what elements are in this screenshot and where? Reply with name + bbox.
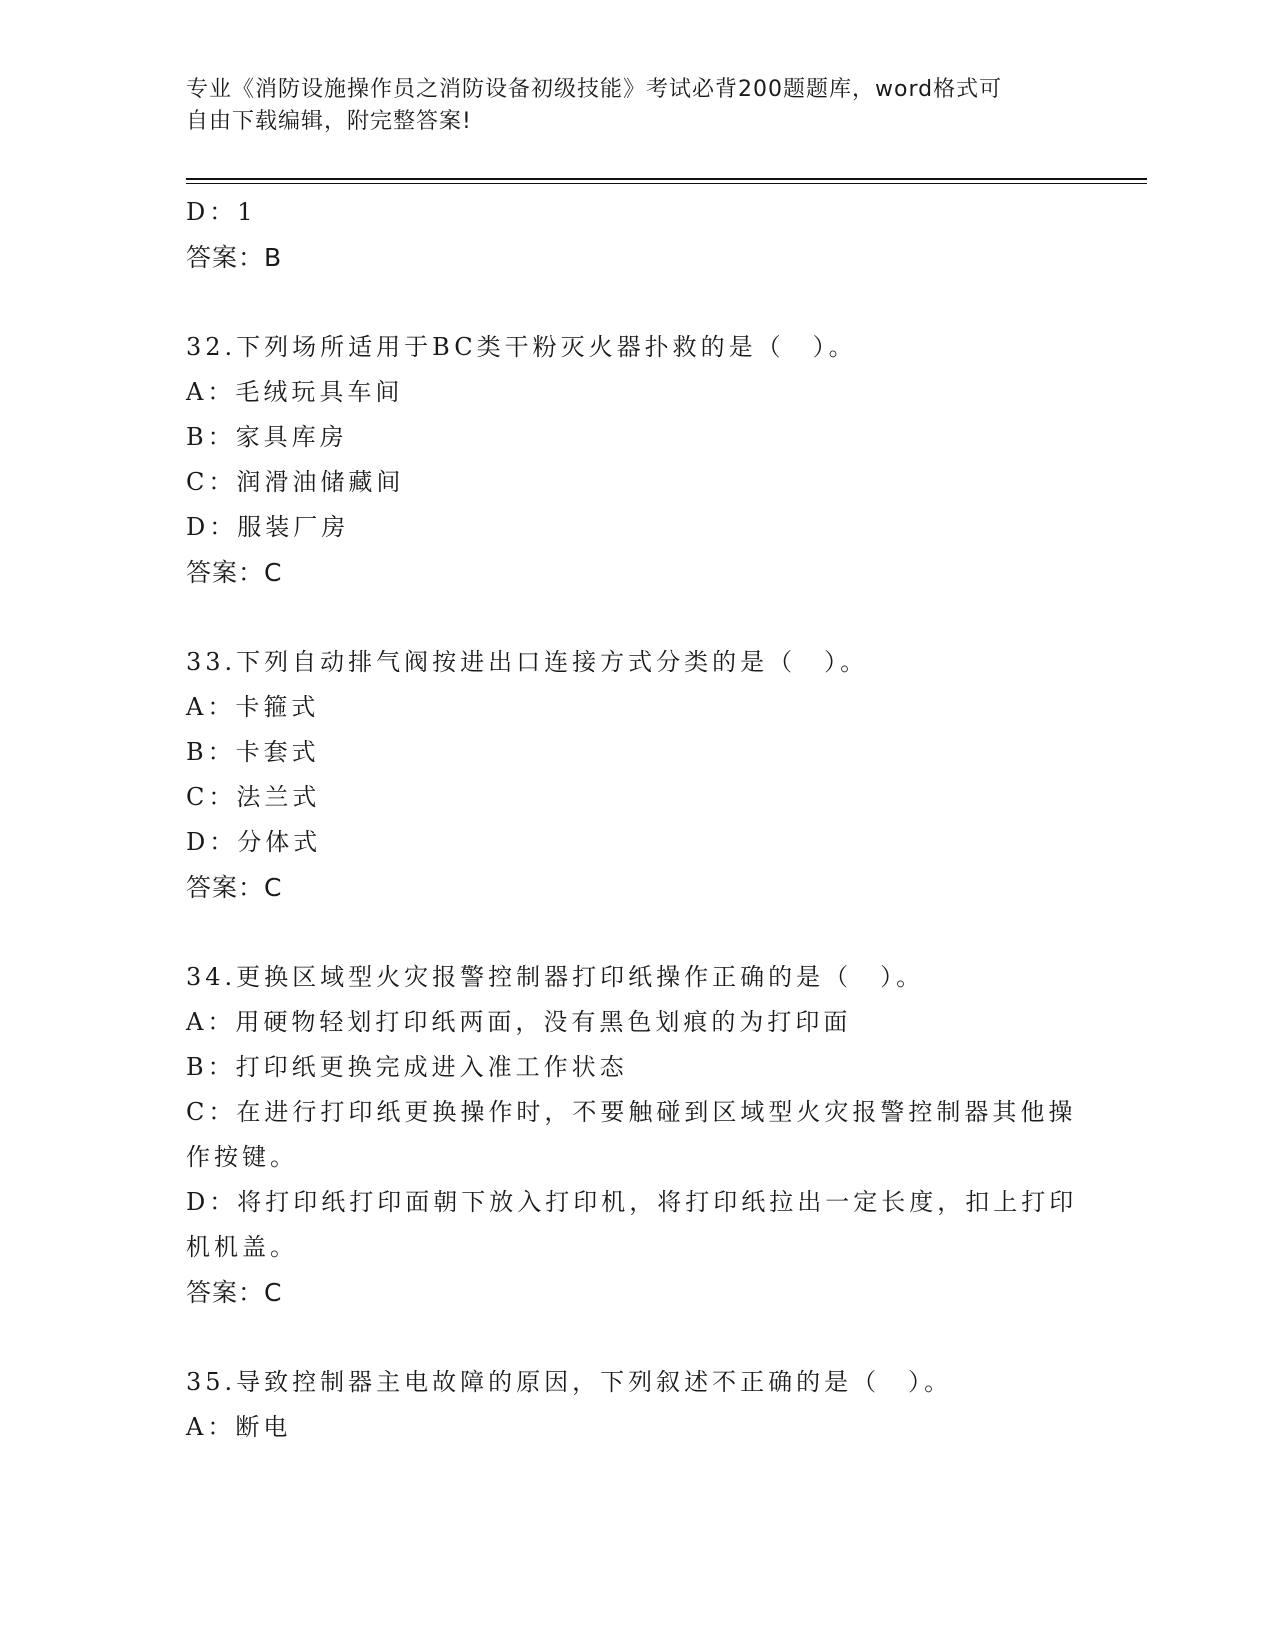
spacer [186,910,1086,955]
header-line-2: 自由下载编辑，附完整答案! [186,109,472,134]
answer-line: 答案：C [186,873,283,902]
option-a: A：用硬物轻划打印纸两面，没有黑色划痕的为打印面 [186,1008,852,1036]
header-rule-thin [186,183,1147,184]
header-rule-thick [186,178,1147,180]
answer-line: 答案：C [186,1278,283,1307]
spacer [186,595,1086,640]
option-a: A：断电 [186,1413,292,1441]
question-list [186,190,1086,1450]
option-d: D：将打印纸打印面朝下放入打印机，将打印纸拉出一定长度，扣上打印机机盖。 [186,1188,1078,1261]
option-c: C：在进行打印纸更换操作时，不要触碰到区域型火灾报警控制器其他操作按键。 [186,1098,1077,1171]
question-33 [186,640,1086,910]
spacer [186,1315,1086,1360]
option-d: D：服装厂房 [186,513,350,541]
option-b: B：打印纸更换完成进入准工作状态 [186,1053,628,1081]
question-stem: 35.导致控制器主电故障的原因，下列叙述不正确的是（ ）。 [186,1368,953,1396]
question-stem: 33.下列自动排气阀按进出口连接方式分类的是（ ）。 [186,648,869,676]
option-d: D：1 [186,198,257,226]
question-34 [186,955,1086,1315]
option-b: B：家具库房 [186,423,348,451]
previous-question-tail [186,190,1086,280]
document-header [186,74,1066,138]
question-stem: 32.下列场所适用于BC类干粉灭火器扑救的是（ ）。 [186,333,857,361]
header-line-1: 专业《消防设施操作员之消防设备初级技能》考试必背200题题库，word格式可 [186,77,1003,102]
option-a: A：卡箍式 [186,693,320,721]
option-d: D：分体式 [186,828,322,856]
question-32 [186,325,1086,595]
question-35 [186,1360,1086,1450]
option-a: A：毛绒玩具车间 [186,378,404,406]
option-c: C：法兰式 [186,783,321,811]
option-b: B：卡套式 [186,738,320,766]
option-c: C：润滑油储藏间 [186,468,405,496]
answer-line: 答案：C [186,558,283,587]
spacer [186,280,1086,325]
question-stem: 34.更换区域型火灾报警控制器打印纸操作正确的是（ ）。 [186,963,925,991]
answer-line: 答案：B [186,243,283,272]
